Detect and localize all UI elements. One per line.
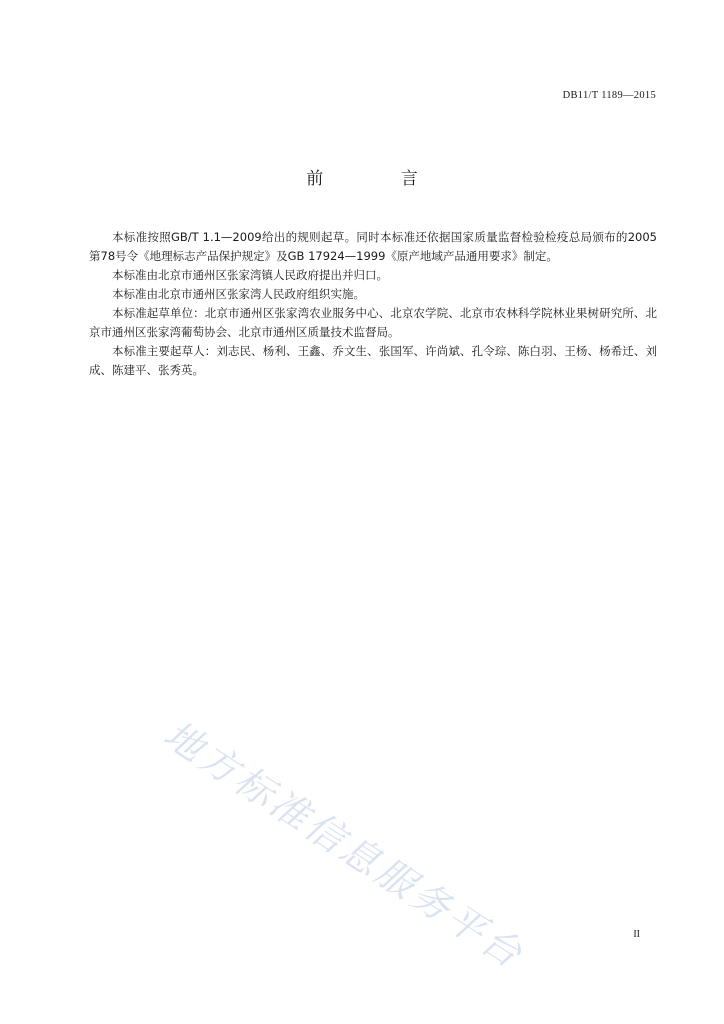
paragraph-drafting-units: 本标准起草单位：北京市通州区张家湾农业服务中心、北京农学院、北京市农林科学院林业果树研究所、北京市通州区张家湾葡萄协会、北京市通州区质量技术监督局。 — [89, 306, 657, 339]
paragraph-drafting-rules: 本标准按照GB/T 1.1—2009给出的规则起草。同时本标准还依据国家质量监督检验检疫总局颁布的2005第78号令《地理标志产品保护规定》及GB 17924—1999《原产地域产品通用要求》制定。 — [89, 230, 657, 263]
paragraph-drafters: 本标准主要起草人：刘志民、杨利、王鑫、乔文生、张国军、许尚斌、孔令琮、陈白羽、王杨、杨希迁、刘成、陈建平、张秀英。 — [89, 344, 657, 377]
paragraph-proposer: 本标准由北京市通州区张家湾镇人民政府提出并归口。 — [112, 268, 388, 282]
page-title: 前 言 — [306, 169, 454, 189]
paragraph-implementer: 本标准由北京市通州区张家湾人民政府组织实施。 — [112, 287, 365, 301]
standard-code-header: DB11/T 1189—2015 — [562, 90, 656, 101]
document-body — [89, 228, 657, 380]
page-number: II — [633, 929, 640, 940]
watermark: 地方标准信息服务平台 — [156, 711, 533, 978]
